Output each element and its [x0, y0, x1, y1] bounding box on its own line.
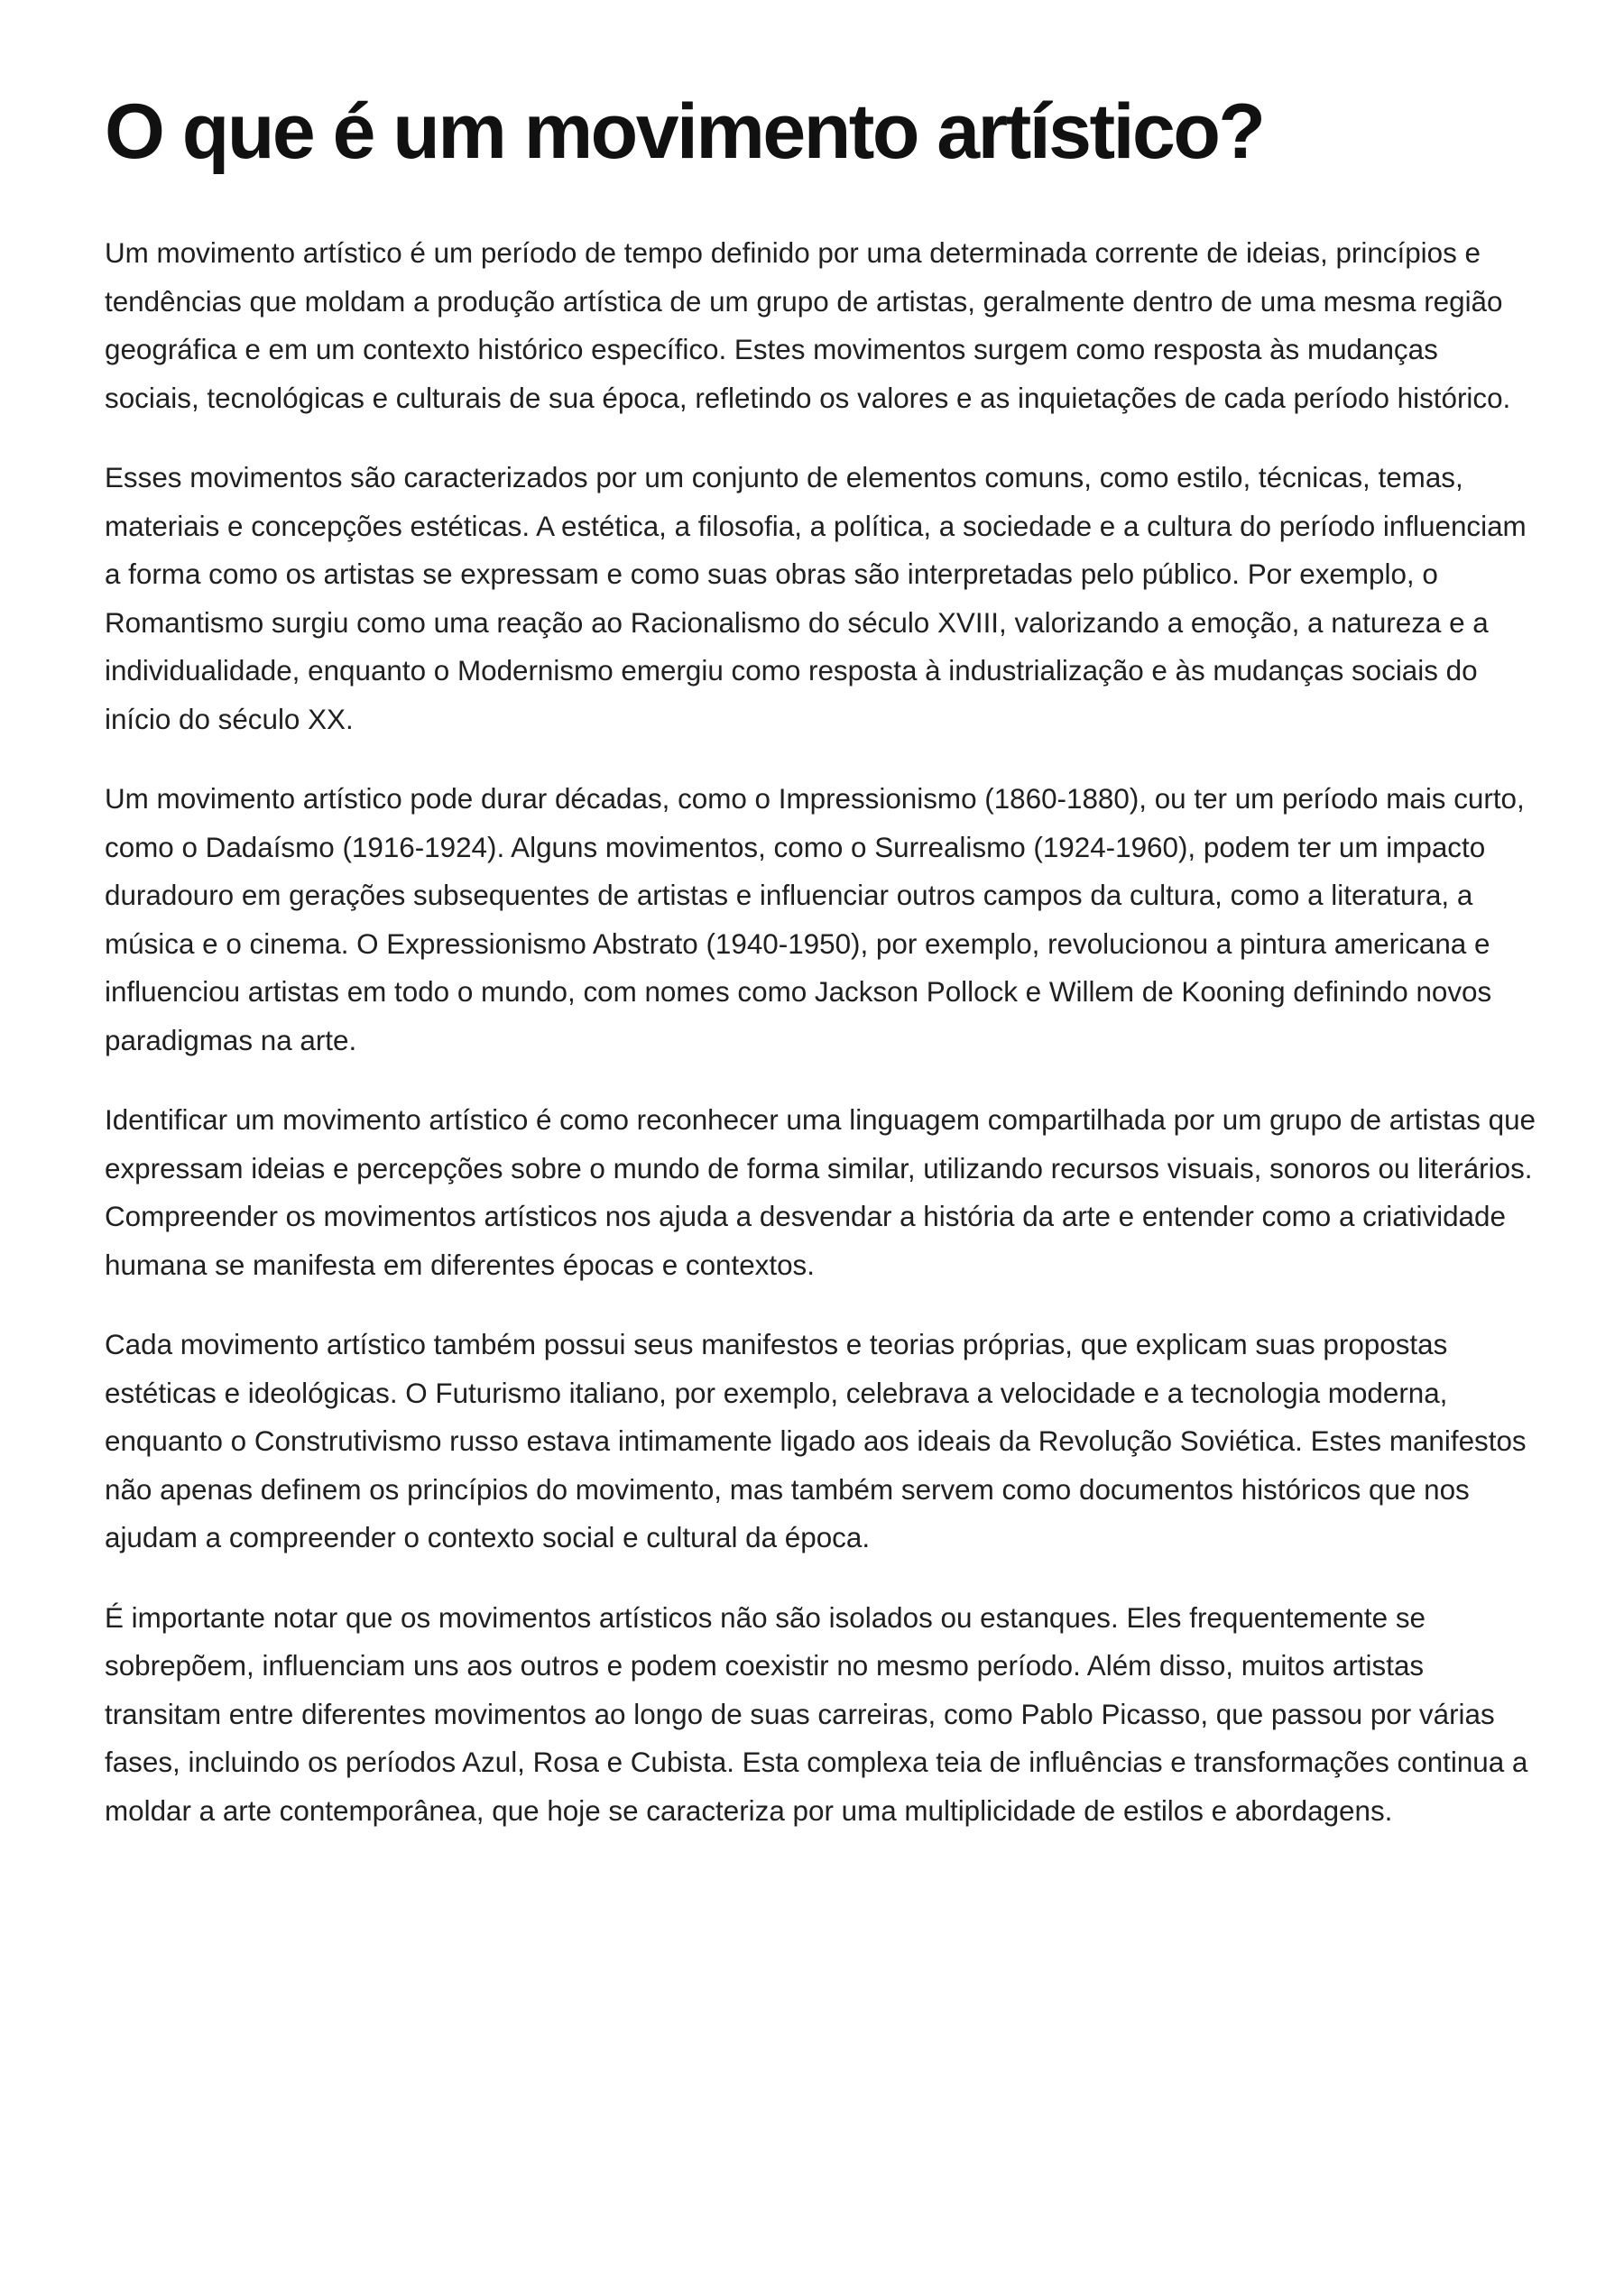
paragraph-6: É importante notar que os movimentos artísticos não são isolados ou estanques. Eles frequentemente se sobrepõem, influenciam uns aos outros e podem coexistir no mesmo período. Além disso, muitos artistas transitam entre diferentes movimentos ao longo de suas carreiras, como Pablo Picasso, que passou por várias fases, incluindo os períodos Azul, Rosa e Cubista. Esta complexa teia de influências e transformações continua a moldar a arte contemporânea, que hoje se caracteriza por uma multiplicidade de estilos e abordagens. — [105, 1601, 1528, 1827]
paragraph-2: Esses movimentos são caracterizados por um conjunto de elementos comuns, como estilo, técnicas, temas, materiais e concepções estéticas. A estética, a filosofia, a política, a sociedade e a cultura do período influenciam a forma como os artistas se expressam e como suas obras são interpretadas pelo público. Por exemplo, o Romantismo surgiu como uma reação ao Racionalismo do século XVIII, valorizando a emoção, a natureza e a individualidade, enquanto o Modernismo emergiu como resposta à industrialização e às mudanças sociais do início do século XX. — [105, 462, 1527, 735]
paragraph-3: Um movimento artístico pode durar décadas, como o Impressionismo (1860-1880), ou ter um período mais curto, como o Dadaísmo (1916-1924). Alguns movimentos, como o Surrealismo (1924-1960), podem ter um impacto duradouro em gerações subsequentes de artistas e influenciar outros campos da cultura, como a literatura, a música e o cinema. O Expressionismo Abstrato (1940-1950), por exemplo, revolucionou a pintura americana e influenciou artistas em todo o mundo, com nomes como Jackson Pollock e Willem de Kooning definindo novos paradigmas na arte. — [105, 783, 1525, 1056]
document-body — [105, 87, 1539, 1866]
page-title: O que é um movimento artístico? — [105, 88, 1264, 175]
paragraph-5: Cada movimento artístico também possui seus manifestos e teorias próprias, que explicam suas propostas estéticas e ideológicas. O Futurismo italiano, por exemplo, celebrava a velocidade e a tecnologia moderna, enquanto o Construtivismo russo estava intimamente ligado aos ideais da Revolução Soviética. Estes manifestos não apenas definem os princípios do movimento, mas também servem como documentos históricos que nos ajudam a compreender o contexto social e cultural da época. — [105, 1329, 1527, 1553]
paragraph-1: Um movimento artístico é um período de tempo definido por uma determinada corrente de ideias, princípios e tendências que moldam a produção artística de um grupo de artistas, geralmente dentro de uma mesma região geográfica e em um contexto histórico específico. Estes movimentos surgem como resposta às mudanças sociais, tecnológicas e culturais de sua época, refletindo os valores e as inquietações de cada período histórico. — [105, 237, 1511, 414]
paragraph-4: Identificar um movimento artístico é como reconhecer uma linguagem compartilhada por um grupo de artistas que expressam ideias e percepções sobre o mundo de forma similar, utilizando recursos visuais, sonoros ou literários. Compreender os movimentos artísticos nos ajuda a desvendar a história da arte e entender como a criatividade humana se manifesta em diferentes épocas e contextos. — [105, 1104, 1536, 1281]
